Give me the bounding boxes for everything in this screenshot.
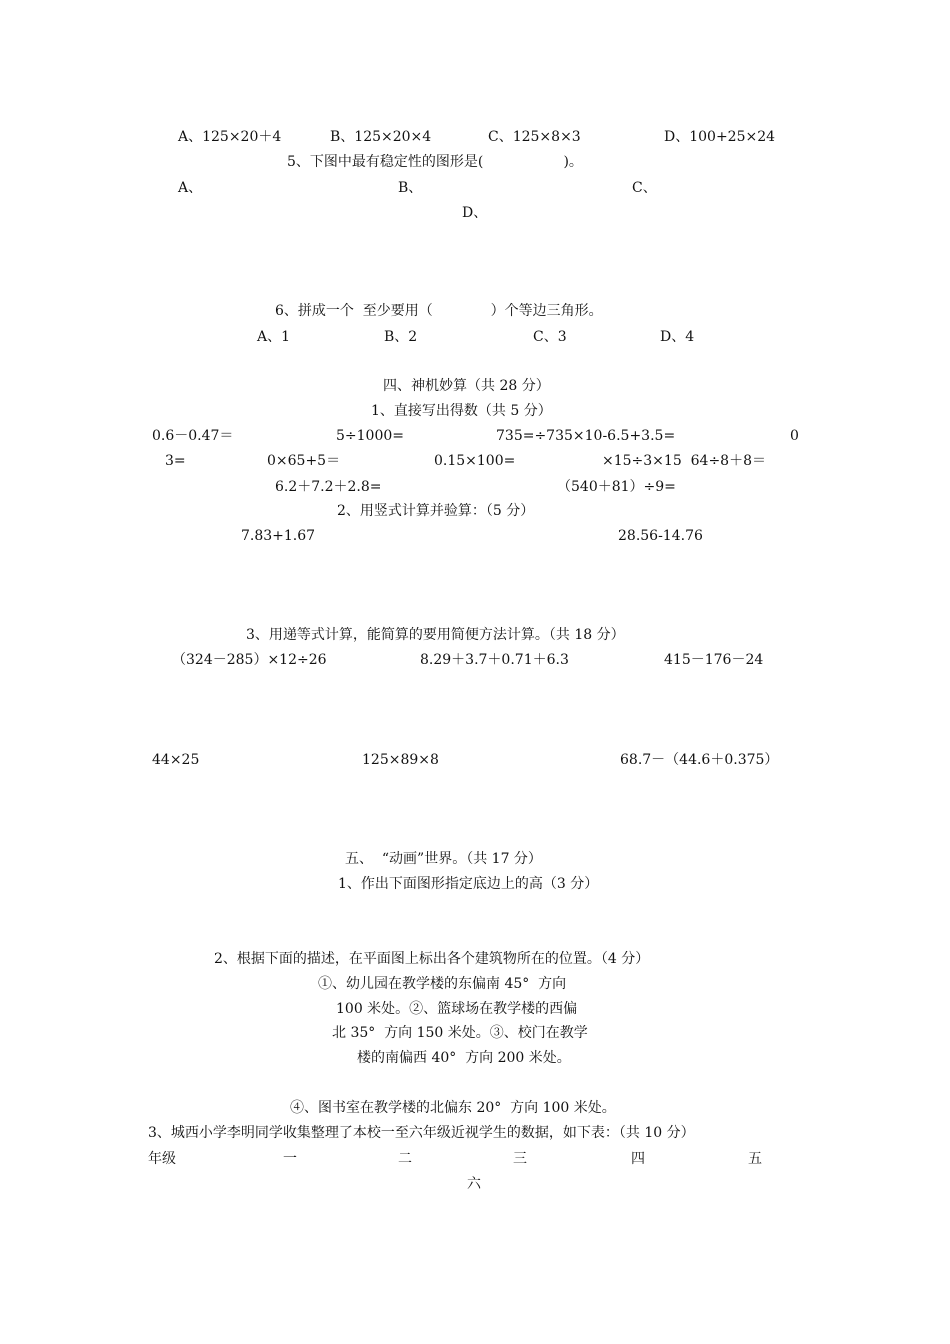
mental-calc-item: 0	[790, 428, 799, 444]
q6-question: 6、拼成一个 至少要用（ ）个等边三角形。	[275, 303, 603, 319]
section5-sub3-title: 3、城西小学李明同学收集整理了本校一至六年级近视学生的数据，如下表：（共 10 分）	[148, 1125, 695, 1141]
mental-calc-item: 0.6－0.47＝	[152, 428, 234, 444]
mental-calc-item: 735=÷735×10-6.5+3.5=	[496, 428, 676, 444]
section4-sub1-title: 1、直接写出得数（共 5 分）	[371, 403, 552, 419]
section4-sub3-title: 3、用递等式计算，能简算的要用简便方法计算。（共 18 分）	[246, 627, 625, 643]
mental-calc-item: 0.15×100=	[434, 453, 516, 469]
q5-option-c: C、	[632, 180, 657, 196]
stepwise-calc-item: 8.29＋3.7＋0.71＋6.3	[420, 652, 569, 668]
grade-label: 二	[398, 1151, 412, 1167]
description-line: 100 米处。②、篮球场在教学楼的西偏	[336, 1001, 578, 1017]
q5-option-b: B、	[398, 180, 423, 196]
description-line: ④、图书室在教学楼的北偏东 20° 方向 100 米处。	[290, 1100, 616, 1116]
stepwise-calc-item: 125×89×8	[362, 752, 439, 768]
grade-label: 五	[748, 1151, 762, 1167]
description-line: 北 35° 方向 150 米处。③、校门在教学	[332, 1025, 588, 1041]
q6-option-b: B、2	[384, 329, 418, 345]
q6-option-a: A、1	[257, 329, 291, 345]
q6-option-d: D、4	[660, 329, 695, 345]
q5-option-a: A、	[178, 180, 203, 196]
mental-calc-item: 0×65+5＝	[267, 453, 341, 469]
mental-calc-item: 5÷1000=	[336, 428, 404, 444]
stepwise-calc-item: 44×25	[152, 752, 200, 768]
stepwise-calc-item: （324－285）×12÷26	[172, 652, 327, 668]
q4-option-b: B、125×20×4	[330, 129, 432, 145]
q5-question: 5、下图中最有稳定性的图形是( )。	[287, 154, 583, 170]
section5-title: 五、 “动画”世界。（共 17 分）	[345, 851, 542, 867]
mental-calc-item: 3=	[165, 453, 186, 469]
section5-sub1-title: 1、作出下面图形指定底边上的高（3 分）	[338, 876, 599, 892]
mental-calc-item: （540＋81）÷9=	[557, 479, 676, 495]
vertical-calc-item: 28.56-14.76	[618, 528, 703, 544]
description-line: ①、幼儿园在教学楼的东偏南 45° 方向	[318, 976, 567, 992]
section4-sub2-title: 2、用竖式计算并验算：（5 分）	[337, 503, 535, 519]
q4-option-c: C、125×8×3	[488, 129, 581, 145]
table-header-label: 年级	[148, 1151, 176, 1167]
description-line: 楼的南偏西 40° 方向 200 米处。	[357, 1050, 571, 1066]
q5-option-d: D、	[462, 205, 488, 221]
section5-sub2-title: 2、根据下面的描述，在平面图上标出各个建筑物所在的位置。（4 分）	[214, 951, 650, 967]
section4-title: 四、神机妙算（共 28 分）	[383, 378, 550, 394]
grade-label: 三	[513, 1151, 527, 1167]
stepwise-calc-item: 415－176－24	[664, 652, 764, 668]
grade-label: 四	[631, 1151, 645, 1167]
stepwise-calc-item: 68.7－（44.6＋0.375）	[620, 752, 779, 768]
grade-label: 六	[467, 1176, 481, 1192]
mental-calc-item: 6.2＋7.2＋2.8=	[275, 479, 382, 495]
q6-option-c: C、3	[533, 329, 567, 345]
grade-label: 一	[283, 1151, 297, 1167]
vertical-calc-item: 7.83+1.67	[241, 528, 316, 544]
q4-option-a: A、125×20＋4	[178, 129, 282, 145]
q4-option-d: D、100+25×24	[664, 129, 776, 145]
mental-calc-item: ×15÷3×15 64÷8＋8＝	[602, 453, 766, 469]
